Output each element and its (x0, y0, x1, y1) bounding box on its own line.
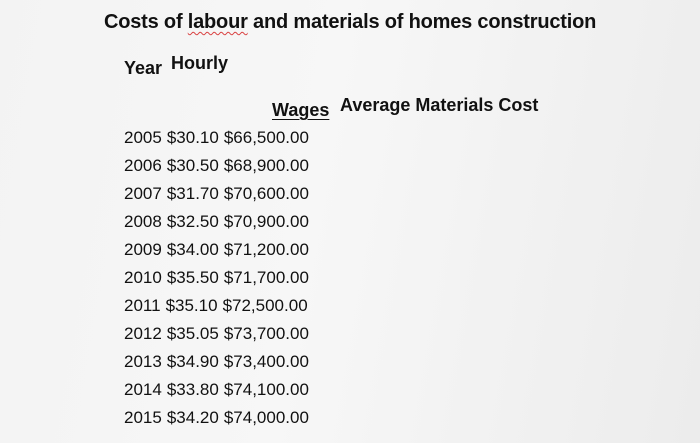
materials-cell: $70,900.00 (223, 212, 309, 231)
materials-cell: $68,900.00 (223, 156, 309, 175)
wage-cell: $32.50 (166, 212, 219, 231)
data-table (124, 124, 309, 432)
year-cell: 2011 (124, 296, 161, 315)
wage-cell: $30.50 (166, 156, 219, 175)
table-row (124, 124, 309, 152)
wage-cell: $33.80 (166, 380, 219, 399)
wage-cell: $34.00 (166, 240, 219, 259)
wage-cell: $35.05 (166, 324, 219, 343)
year-cell: 2010 (124, 268, 162, 287)
table-row (124, 180, 309, 208)
document-title (104, 11, 596, 34)
table-row (124, 152, 309, 180)
materials-cell: $71,700.00 (223, 268, 309, 287)
table-row (124, 376, 309, 404)
title-spellcheck-word: labour (187, 11, 248, 33)
title-prefix: Costs of (104, 11, 188, 33)
materials-cell: $73,400.00 (223, 352, 309, 371)
header-wages: Wages (272, 100, 330, 120)
wage-cell: $31.70 (166, 184, 219, 203)
table-row (124, 236, 309, 264)
table-row (124, 404, 309, 432)
table-row (124, 348, 309, 376)
header-average-materials-cost: Average Materials Cost (340, 95, 539, 115)
year-cell: 2012 (124, 324, 162, 343)
materials-cell: $74,000.00 (223, 408, 309, 427)
table-row (124, 292, 309, 320)
year-cell: 2015 (124, 408, 162, 427)
year-cell: 2007 (124, 184, 162, 203)
year-cell: 2014 (124, 380, 162, 399)
wage-cell: $30.10 (166, 128, 219, 147)
wage-cell: $34.20 (166, 408, 219, 427)
year-cell: 2005 (124, 128, 162, 147)
year-cell: 2008 (124, 212, 162, 231)
header-hourly: Hourly (171, 53, 229, 73)
materials-cell: $71,200.00 (223, 240, 309, 259)
materials-cell: $70,600.00 (223, 184, 309, 203)
title-suffix: and materials of homes construction (247, 11, 597, 33)
materials-cell: $73,700.00 (223, 324, 309, 343)
wage-cell: $35.50 (166, 268, 219, 287)
table-row (124, 264, 309, 292)
table-row (124, 208, 309, 236)
header-year: Year (124, 58, 163, 78)
year-cell: 2013 (124, 352, 162, 371)
year-cell: 2006 (124, 156, 162, 175)
wage-cell: $34.90 (166, 352, 219, 371)
materials-cell: $74,100.00 (223, 380, 309, 399)
year-cell: 2009 (124, 240, 162, 259)
wage-cell: $35.10 (165, 296, 218, 315)
materials-cell: $72,500.00 (222, 296, 308, 315)
table-row (124, 320, 309, 348)
materials-cell: $66,500.00 (223, 128, 309, 147)
